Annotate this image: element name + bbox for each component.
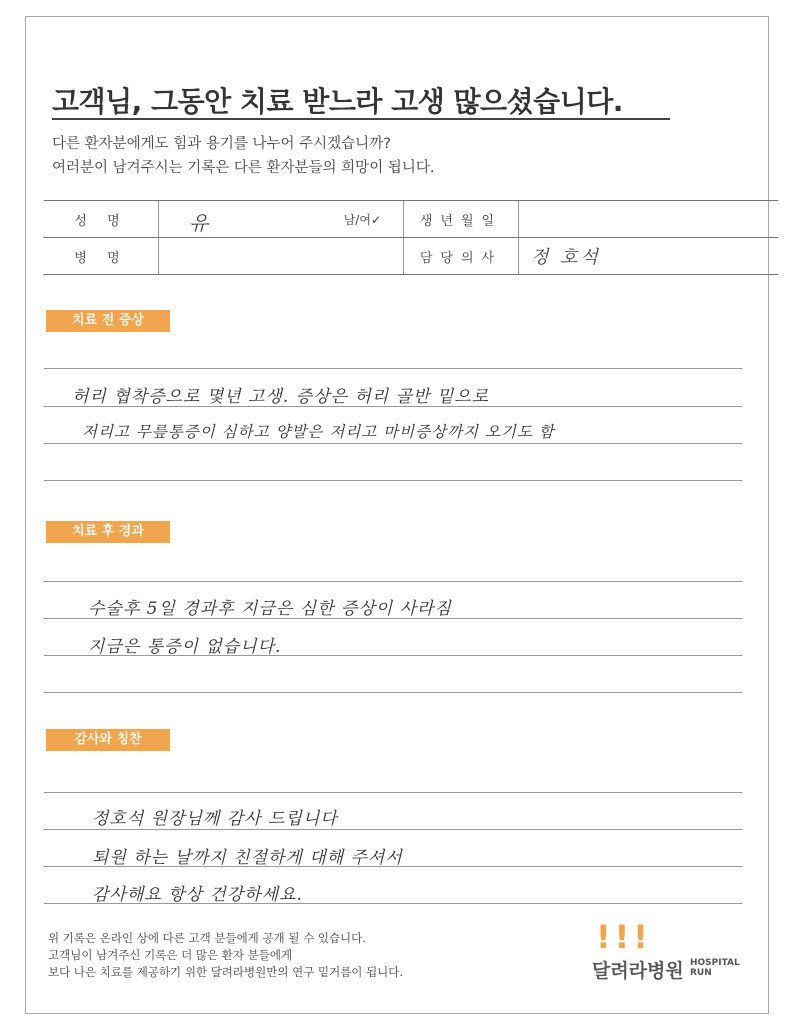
birth-label: 생년월일: [404, 201, 519, 238]
disease-label: 병 명: [44, 238, 159, 275]
check-mark-icon: ✓: [370, 213, 381, 227]
after-line-1: 수술후 5일 경과후 지금은 심한 증상이 사라짐: [88, 599, 452, 619]
section-after-label: 치료 후 경과: [46, 521, 170, 543]
name-value: 유: [189, 211, 209, 235]
hospital-logo: [592, 920, 752, 990]
doctor-value: 정 호석: [531, 247, 601, 268]
footer-line-1: 위 기록은 온라인 상에 다른 고객 분들에게 공개 될 수 있습니다.: [48, 931, 366, 945]
doctor-label: 담당의사: [404, 238, 519, 275]
writing-line: [44, 480, 742, 481]
writing-line: [44, 443, 742, 444]
name-field: [159, 201, 404, 238]
thanks-line-2: 퇴원 하는 날까지 친절하게 대해 주셔서: [92, 848, 403, 868]
title-underline: [52, 118, 670, 120]
logo-en-line-1: HOSPITAL: [690, 958, 740, 968]
section-before-label: 치료 전 증상: [46, 310, 170, 332]
footer-notice: [48, 930, 403, 981]
page-title: 고객님, 그동안 치료 받느라 고생 많으셨습니다.: [52, 85, 623, 118]
footer-line-2: 고객님이 남겨주신 기록은 더 많은 환자 분들에게: [48, 948, 293, 962]
before-line-1: 허리 협착증으로 몇년 고생. 증상은 허리 골반 밑으로: [72, 387, 490, 407]
logo-en-line-2: RUN: [690, 968, 712, 978]
thanks-line-3: 감사해요 항상 건강하세요.: [92, 885, 303, 905]
doctor-field: [519, 238, 779, 275]
intro-line-2: 여러분이 남겨주시는 기록은 다른 환자분들의 희망이 됩니다.: [52, 160, 435, 176]
gender-female: 여: [359, 213, 371, 227]
disease-value: [159, 238, 404, 275]
gender-male: 남: [343, 213, 356, 227]
writing-line: [44, 792, 742, 793]
exclamation-marks-icon: !!!: [596, 918, 652, 956]
info-row-1: [44, 201, 778, 238]
thanks-line-1: 정호석 원장님께 감사 드립니다: [92, 809, 338, 829]
intro-line-1: 다른 환자분에게도 힘과 용기를 나누어 주시겠습니까?: [52, 136, 391, 152]
name-label: 성 명: [44, 201, 159, 238]
writing-line: [44, 692, 742, 693]
intro-text: [52, 132, 434, 180]
writing-line: [44, 581, 742, 582]
after-line-2: 지금은 통증이 없습니다.: [88, 637, 282, 657]
writing-line: [44, 368, 742, 369]
birth-value: [519, 201, 779, 238]
gender-selector: [344, 211, 381, 228]
section-thanks-label: 감사와 칭찬: [46, 729, 170, 751]
logo-name: 달려라병원: [592, 960, 684, 982]
gender-slash: /: [355, 213, 360, 227]
patient-info-table: [44, 200, 778, 275]
writing-line: [44, 829, 742, 830]
footer-line-3: 보다 나은 치료를 제공하기 위한 달려라병원만의 연구 밑거름이 됩니다.: [48, 965, 404, 979]
before-line-2: 저리고 무릎통증이 심하고 양발은 저리고 마비증상까지 오기도 함: [82, 423, 555, 441]
info-row-2: [44, 238, 778, 275]
logo-english: [690, 958, 740, 978]
